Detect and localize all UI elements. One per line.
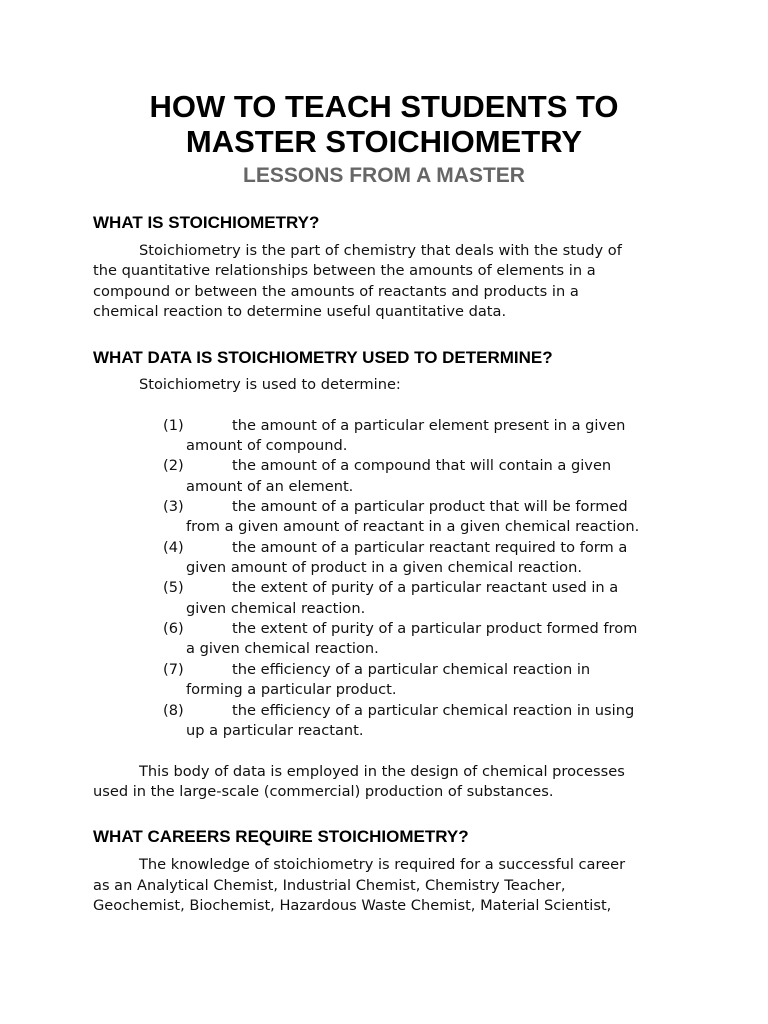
list-item-text-cont: amount of an element.	[186, 478, 354, 495]
paragraph-line: This body of data is employed in the design of chemical processes	[139, 763, 625, 780]
list-item-number: (5)	[163, 579, 184, 596]
list-item-number: (2)	[163, 457, 184, 474]
paragraph-line: chemical reaction to determine useful quantitative data.	[93, 303, 507, 320]
paragraph-line: as an Analytical Chemist, Industrial Chemist, Chemistry Teacher,	[93, 877, 566, 894]
list-item-number: (3)	[163, 498, 184, 515]
list-item-number: (7)	[163, 661, 184, 678]
paragraph-line: the quantitative relationships between the amounts of elements in a	[93, 262, 596, 279]
list-item-number: (1)	[163, 417, 184, 434]
section-heading-what-data: WHAT DATA IS STOICHIOMETRY USED TO DETERMINE?	[93, 348, 553, 367]
list-item-text-cont: amount of compound.	[186, 437, 348, 454]
list-item-number: (6)	[163, 620, 184, 637]
list-item-number: (8)	[163, 702, 184, 719]
list-item-text: the amount of a particular product that will be formed	[232, 498, 628, 515]
section-heading-what-is: WHAT IS STOICHIOMETRY?	[93, 213, 320, 232]
list-item-text: the extent of purity of a particular product formed from	[232, 620, 638, 637]
list-item-text: the extent of purity of a particular reactant used in a	[232, 579, 619, 596]
paragraph-line: Geochemist, Biochemist, Hazardous Waste Chemist, Material Scientist,	[93, 897, 612, 914]
page-title-line-1: HOW TO TEACH STUDENTS TO	[149, 89, 619, 124]
list-item-text-cont: given amount of product in a given chemical reaction.	[186, 559, 582, 576]
list-item-text-cont: given chemical reaction.	[186, 600, 366, 617]
list-item-text: the amount of a particular reactant required to form a	[232, 539, 628, 556]
list-item-text: the efficiency of a particular chemical reaction in	[232, 661, 591, 678]
list-item-number: (4)	[163, 539, 184, 556]
paragraph-line: compound or between the amounts of reactants and products in a	[93, 283, 579, 300]
list-item-text: the amount of a compound that will contain a given	[232, 457, 612, 474]
list-item-text-cont: up a particular reactant.	[186, 722, 364, 739]
list-item-text-cont: forming a particular product.	[186, 681, 397, 698]
paragraph-line: Stoichiometry is the part of chemistry that deals with the study of	[139, 242, 622, 259]
page-title-line-2: MASTER STOICHIOMETRY	[185, 124, 583, 159]
list-item-text: the efficiency of a particular chemical reaction in using	[232, 702, 635, 719]
list-item-text: the amount of a particular element present in a given	[232, 417, 626, 434]
paragraph-line: The knowledge of stoichiometry is required for a successful career	[139, 856, 626, 873]
section-heading-careers: WHAT CAREERS REQUIRE STOICHIOMETRY?	[93, 827, 469, 846]
list-item-text-cont: from a given amount of reactant in a given chemical reaction.	[186, 518, 640, 535]
list-item-text-cont: a given chemical reaction.	[186, 640, 379, 657]
list-intro: Stoichiometry is used to determine:	[139, 376, 401, 393]
page-subtitle: LESSONS FROM A MASTER	[243, 164, 525, 187]
paragraph-line: used in the large-scale (commercial) production of substances.	[93, 783, 554, 800]
